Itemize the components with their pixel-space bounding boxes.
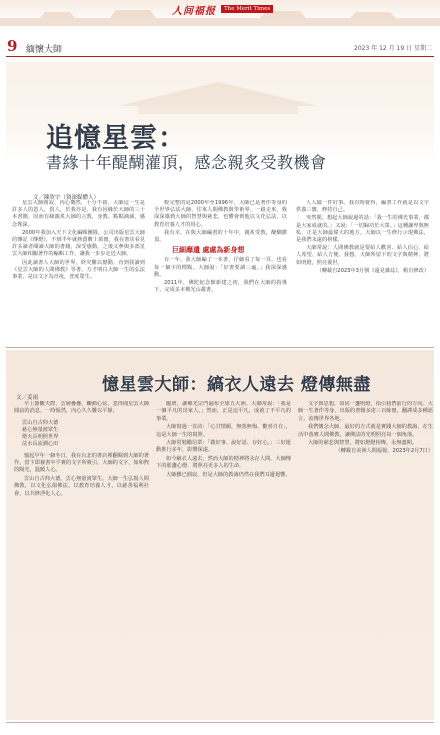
article-1-body [8, 200, 432, 340]
page-number: 9 [7, 37, 18, 55]
poem [22, 420, 149, 449]
paragraph: 大師的慈悲與智慧，將如燈燈相傳，永無盡期。 [308, 440, 417, 447]
paragraph: 因此讀書人大師的世界，終究難以撼動，直到我讀到《星雲大師的人間佛教》等書，方才明白大師一生的弘法事業，是以文字為舟筏，普度眾生。 [12, 259, 145, 281]
article-1-byline: 文／陳欣宇（資深媒體人） [33, 195, 100, 201]
source-note: （轉載自美洲人間福報，2023年2月7日） [335, 448, 433, 455]
poem-line: 雲山自古仰大德 [22, 419, 59, 426]
paragraph: 憶起早年一個冬日，我在台北的書店裡翻閱到大師的著作，當下即被書中平實的文字所吸引。大師的文字，如和煦的陽光，溫暖人心。 [14, 452, 149, 474]
article-2-column [14, 401, 149, 717]
paragraph: 如今縞衣人遠去，然而大師的精神將永存人間，大師傳下的那盞心燈，將照亮更多人的生命。 [156, 455, 291, 470]
article-1-column [154, 200, 287, 338]
paragraph: 我有幸，在與大師編書的十年中，親炙受教，醍醐灌頂。 [154, 229, 287, 244]
article-2-byline: 文／姜雨 [16, 395, 39, 401]
paragraph: 2011年，佛陀紀念館新建之初，我們在大師的指導下，完成多本佛光山叢書。 [154, 280, 287, 294]
poem-line: 法水長流潤心田 [22, 441, 59, 448]
article-1-column [12, 200, 145, 338]
paragraph: 有一年，我大師編了一本書，仔細看了每一頁，也看每一個字的標點。大師說：「好書要讀三遍。」我深深感動。 [154, 257, 287, 278]
section-subheading: 巨細靡遺 處處為新身想 [172, 246, 245, 255]
newspaper-name: 人间福报 [172, 5, 216, 17]
paragraph: 大師常說：人間佛教就是要給人歡喜、給人信心、給人希望、給人方便。我想，大師所留下的文字與精神，將如明燈，照亮後世。 [296, 245, 429, 266]
paragraph: 早上靜觀天際，雲層疊疊，觸動心弦。忽得聞星雲大師圓寂的消息，一時悵然，內心久久難以平靜。 [14, 401, 149, 415]
bottom-divider [6, 722, 434, 723]
article-1-subtitle: 書緣十年醍醐灌頂，感念親炙受教機會 [46, 153, 327, 172]
paragraph: 較完整的是2000年至1996年，大師已是著作等身的全世界弘法大師，往來人間佛教與學術界。一路走來，我深深感到大師的智慧與慈悲，也體會到他以文化弘法，以教育培養人才的用心。 [154, 200, 287, 228]
header-divider [6, 56, 434, 57]
article-2 [6, 350, 434, 720]
paragraph: 大師寫過一首詩：「心甘情願，無怨無悔，歡喜自在」，這是大師一生的寫照。 [156, 424, 291, 438]
paragraph: 人人做一件好事。我有時覺得，編書工作就是以文字供養三寶，修持自己。 [296, 200, 429, 214]
paragraph: 大師雖已圓寂，但是大師的教誨仍然在我們耳邊迴響。 [166, 471, 291, 478]
article-1-title: 追憶星雲： [46, 123, 186, 154]
article-2-title: 憶星雲大師：縞衣人遠去 燈傳無盡 [102, 375, 371, 395]
poem-line: 慈心無量渡眾生 [22, 427, 59, 434]
paragraph: 臨濟，讓佛光宗門遍布全球五大洲。大師常說：「我是一個平凡的出家人。」然而，正是這平凡，成就了不平凡的事業。 [156, 401, 291, 422]
paragraph: 2000年我加入天下文化編輯團隊，公司出版星雲大師的傳記《傳燈》，不到半年就熱賣數十萬冊。我在書店看見許多讀者閱讀大師的書籍，深受感動。之後又參與多部星雲大師相關著作的編輯工作，讓我一步步走近大師。 [12, 229, 145, 258]
article-2-column [156, 401, 291, 717]
article-1-column [296, 200, 429, 338]
article-2-column [298, 401, 433, 717]
temple-hall-illustration [98, 76, 338, 116]
newspaper-name-english: The Merit Times [221, 5, 273, 13]
article-2-body [10, 401, 434, 719]
paragraph: 雲山自古仰大德，雲心無量渡眾生。大師一生弘揚人間佛教，以文化弘揚佛法，以教育培養人才，以慈善福利社會，以共修淨化人心。 [14, 475, 149, 497]
paragraph: 突然間，想起大師說過的話：「我一生的佛光事業，都是大家成就的。」又說：「一切歸功於大眾。」這種謙卑與無私，正是大師最偉大的地方。大師以一生修行示現佛法，是我們永遠的榜樣。 [296, 215, 429, 244]
paragraph: 大師常勉勵信眾：「做好事、說好話、存好心。」三好運動推行多年，影響深遠。 [156, 440, 291, 454]
article-divider [6, 347, 434, 348]
section-title: 緬懷大師 [26, 45, 63, 55]
masthead [172, 2, 273, 16]
publication-date: 2023 年 12 月 19 日 星期二 [354, 45, 432, 52]
paragraph: 文字與思想，如同一盞明燈，指引我們前行的方向。大師一生著作等身，出版的書籍多達三百餘冊，翻譯成多種語言，流傳世界各地。 [298, 401, 433, 422]
poem-line: 燈火長明照世界 [22, 434, 59, 441]
paragraph: 我們懷念大師，最好的方式就是實踐大師的教誨，在生活中落實人間佛教，讓佛法的光明照亮每一個角落。 [298, 424, 433, 438]
paragraph: 星雲大師圓寂，內心慨然，十分不捨。大師這一生是許多人的恩人，貴人，於我亦是。我有因緣於大師的三十本書籍，因而有緣親炙大師的言教，身教。點點滴滴，感念殊深。 [12, 200, 145, 228]
source-note: （轉載自2023年3月號《遠見雜誌》，稍有修改） [316, 267, 429, 274]
